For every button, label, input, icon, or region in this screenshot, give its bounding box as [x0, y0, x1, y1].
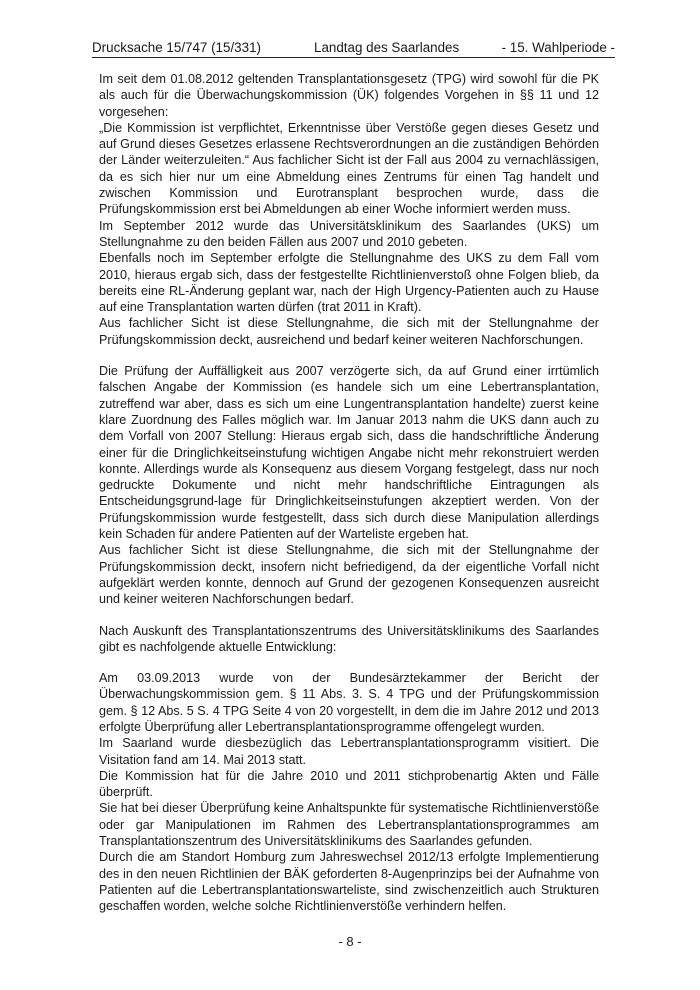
paragraph: Sie hat bei dieser Überprüfung keine Anhaltspunkte für systematische Richtlinienverstöße oder gar Manipulationen im Rahmen des Lebertransplantationsprogrammes am Transplantationszentrum des Universitätsklinikums des Saarlandes gefunden. — [99, 801, 599, 849]
paragraph: Aus fachlicher Sicht ist diese Stellungnahme, die sich mit der Stellungnahme der Prüfungskommission deckt, insofern nicht befriedigend, da der eigentliche Vorfall nicht aufgeklärt werden konnte, dennoch auf Grund der gezogenen Konsequenzen ausreicht und keiner weiteren Nachforschungen bedarf. — [99, 543, 599, 607]
header-legislative-period: - 15. Wahlperiode - — [501, 40, 615, 55]
page-number: - 8 - — [338, 934, 362, 949]
header-document-number: Drucksache 15/747 (15/331) — [92, 40, 261, 55]
paragraph: Durch die am Standort Homburg zum Jahreswechsel 2012/13 erfolgte Implementierung des in den neuen Richtlinien der BÄK geforderten 8-Augenprinzips bei der Aufnahme von Patienten auf die Lebertransplantationswarteliste, sind zwischenzeitlich auch Strukturen geschaffen worden, welche solche Richtlinienverstöße verhindern helfen. — [99, 850, 599, 914]
page-header — [92, 40, 615, 58]
paragraph: Im seit dem 01.08.2012 geltenden Transplantationsgesetz (TPG) wird sowohl für die PK als auch für die Überwachungskommission (ÜK) folgendes Vorgehen in §§ 11 und 12 vorgesehen: — [99, 72, 599, 119]
paragraph: Nach Auskunft des Transplantationszentrums des Universitätsklinikums des Saarlandes gibt es nachfolgende aktuelle Entwicklung: — [99, 623, 599, 654]
document-body — [99, 71, 599, 915]
paragraph: Ebenfalls noch im September erfolgte die Stellungnahme des UKS zu dem Fall vom 2010, hieraus ergab sich, dass der festgestellte Richtlinienverstoß ohne Folgen blieb, da bereits eine RL-Änderung geplant war, nach der High Urgency-Patienten auch zu Hause auf eine Transplantation warten dürfen (trat 2011 in Kraft). — [99, 251, 599, 315]
paragraph: Die Kommission hat für die Jahre 2010 und 2011 stichprobenartig Akten und Fälle überprüft. — [99, 768, 599, 800]
header-parliament: Landtag des Saarlandes — [314, 40, 460, 55]
paragraph-quote: „Die Kommission ist verpflichtet, Erkenntnisse über Verstöße gegen dieses Gesetz und auf Grund dieses Gesetzes erlassene Rechtsverordnungen an die zuständigen Behörden der Länder weiterzuleiten.“ Aus fachlicher Sicht ist der Fall aus 2004 zu vernachlässigen, da es sich hier nur um eine Abmeldung eines Zentrums für einen Tag handelt und zwischen Kommission und Eurotransplant besprochen wurde, dass die Prüfungskommission erst bei Abmeldungen ab einer Woche informiert werden muss. — [99, 120, 599, 217]
paragraph: Die Prüfung der Auffälligkeit aus 2007 verzögerte sich, da auf Grund einer irrtümlich falschen Angabe der Kommission (es handele sich um eine Lebertransplantation, zutreffend war aber, dass es sich um eine Lungentransplantation handelte) zuerst keine klare Zuordnung des Falles möglich war. Im Januar 2013 nahm die UKS dann auch zu dem Vorfall von 2007 Stellung: Hieraus ergab sich, dass die handschriftliche Änderung einer für die Dringlichkeitseinstufung wichtigen Angabe nicht mehr rekonstruiert werden konnte. Allerdings wurde als Konsequenz aus diesem Vorgang festgelegt, dass nur noch gedruckte Dokumente und nicht mehr handschriftliche Eintragungen als Entscheidungsgrund-lage für Dringlichkeitseinstufungen akzeptiert werden. Von der Prüfungskommission wurde festgestellt, dass sich durch diese Manipulation allerdings kein Schaden für andere Patienten auf der Warteliste ergeben hat. — [99, 364, 599, 542]
paragraph: Im Saarland wurde diesbezüglich das Lebertransplantationsprogramm visitiert. Die Visitation fand am 14. Mai 2013 statt. — [99, 736, 599, 767]
paragraph: Am 03.09.2013 wurde von der Bundesärztekammer der Bericht der Überwachungskommission gem. § 11 Abs. 3. S. 4 TPG und der Prüfungskommission gem. § 12 Abs. 5 S. 4 TPG Seite 4 von 20 vorgestellt, in dem die im Jahre 2012 und 2013 erfolgte Überprüfung aller Lebertransplantationsprogramme offengelegt wurden. — [99, 671, 599, 734]
paragraph: Im September 2012 wurde das Universitätsklinikum des Saarlandes (UKS) um Stellungnahme zu den beiden Fällen aus 2007 und 2010 gebeten. — [99, 218, 599, 249]
paragraph: Aus fachlicher Sicht ist diese Stellungnahme, die sich mit der Stellungnahme der Prüfungskommission deckt, ausreichend und bedarf keiner weiteren Nachforschungen. — [99, 316, 599, 347]
